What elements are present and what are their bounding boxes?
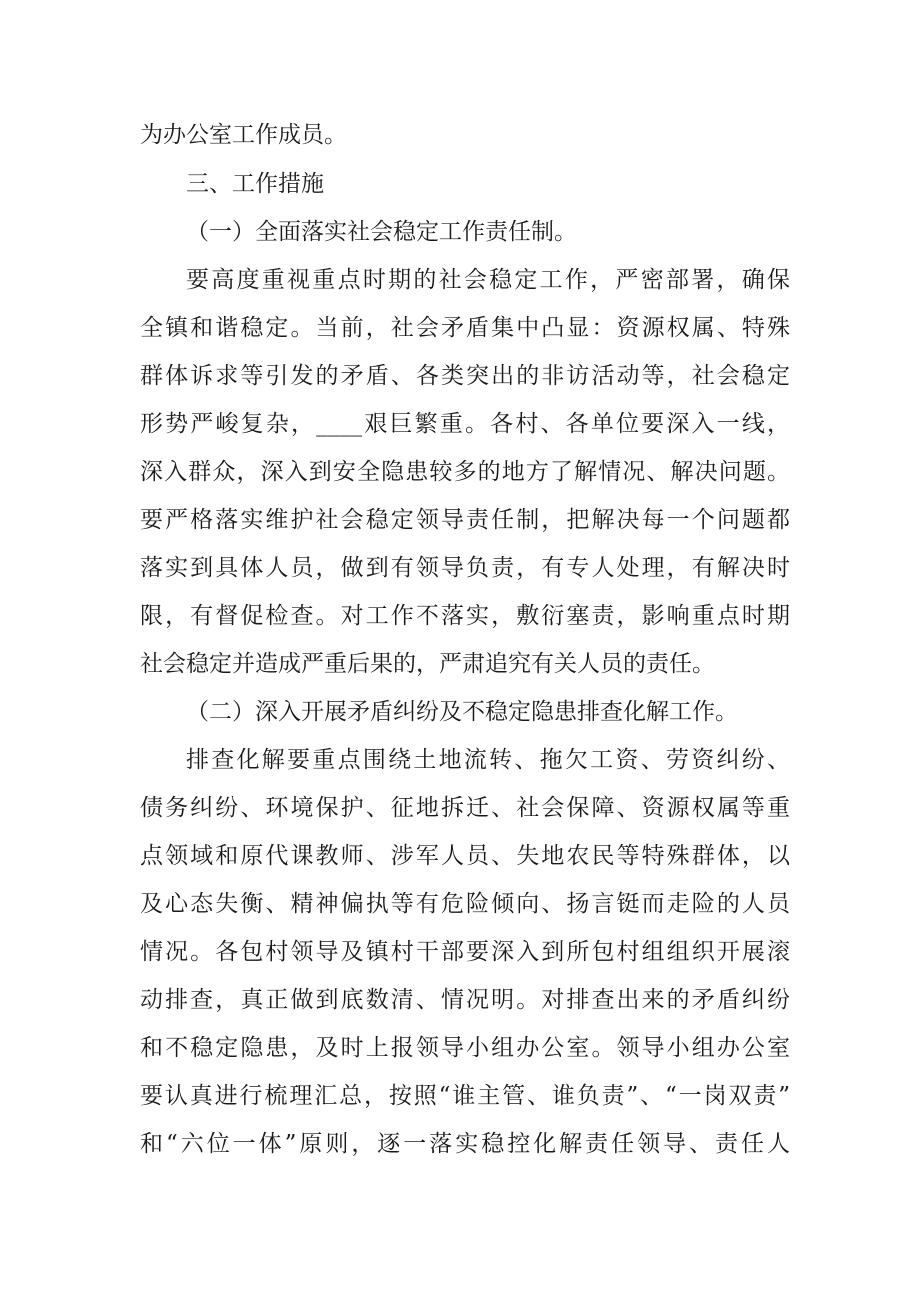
subsection-heading: （二）深入开展矛盾纠纷及不稳定隐患排查化解工作。 [186, 699, 738, 725]
subsection-heading: （一）全面落实社会稳定工作责任制。 [186, 219, 577, 245]
paragraph-line: 群体诉求等引发的矛盾、各类突出的非访活动等，社会稳定 [140, 363, 790, 389]
paragraph-line: 落实到具体人员，做到有领导负责，有专人处理，有解决时 [140, 555, 790, 581]
paragraph-line: 要认真进行梳理汇总，按照“谁主管、谁负责”、“一岗双责” [140, 1083, 790, 1109]
section-heading: 三、工作措施 [186, 171, 324, 197]
paragraph-line: 及心态失衡、精神偏执等有危险倾向、扬言铤而走险的人员 [140, 891, 790, 917]
paragraph-line: 要高度重视重点时期的社会稳定工作，严密部署，确保 [186, 267, 790, 293]
paragraph-line: 深入群众，深入到安全隐患较多的地方了解情况、解决问题。 [140, 459, 790, 485]
paragraph-line: 排查化解要重点围绕土地流转、拖欠工资、劳资纠纷、 [186, 747, 790, 773]
paragraph-line: 债务纠纷、环境保护、征地拆迁、社会保障、资源权属等重 [140, 795, 790, 821]
paragraph-line: 和“六位一体”原则，逐一落实稳控化解责任领导、责任人 [140, 1131, 790, 1157]
paragraph-line: 社会稳定并造成严重后果的，严肃追究有关人员的责任。 [140, 651, 715, 677]
paragraph-line: 点领域和原代课教师、涉军人员、失地农民等特殊群体，以 [140, 843, 790, 869]
paragraph-line: 要严格落实维护社会稳定领导责任制，把解决每一个问题都 [140, 507, 790, 533]
paragraph-line: 限，有督促检查。对工作不落实，敷衍塞责，影响重点时期 [140, 603, 790, 629]
paragraph-line: 情况。各包村领导及镇村干部要深入到所包村组组织开展滚 [140, 939, 790, 965]
paragraph-line: 和不稳定隐患，及时上报领导小组办公室。领导小组办公室 [140, 1035, 790, 1061]
paragraph-line: 全镇和谐稳定。当前，社会矛盾集中凸显：资源权属、特殊 [140, 315, 790, 341]
paragraph-line: 动排查，真正做到底数清、情况明。对排查出来的矛盾纠纷 [140, 987, 790, 1013]
paragraph-line: 为办公室工作成员。 [140, 122, 347, 148]
paragraph-line: 形势严峻复杂，____艰巨繁重。各村、各单位要深入一线， [140, 411, 790, 437]
